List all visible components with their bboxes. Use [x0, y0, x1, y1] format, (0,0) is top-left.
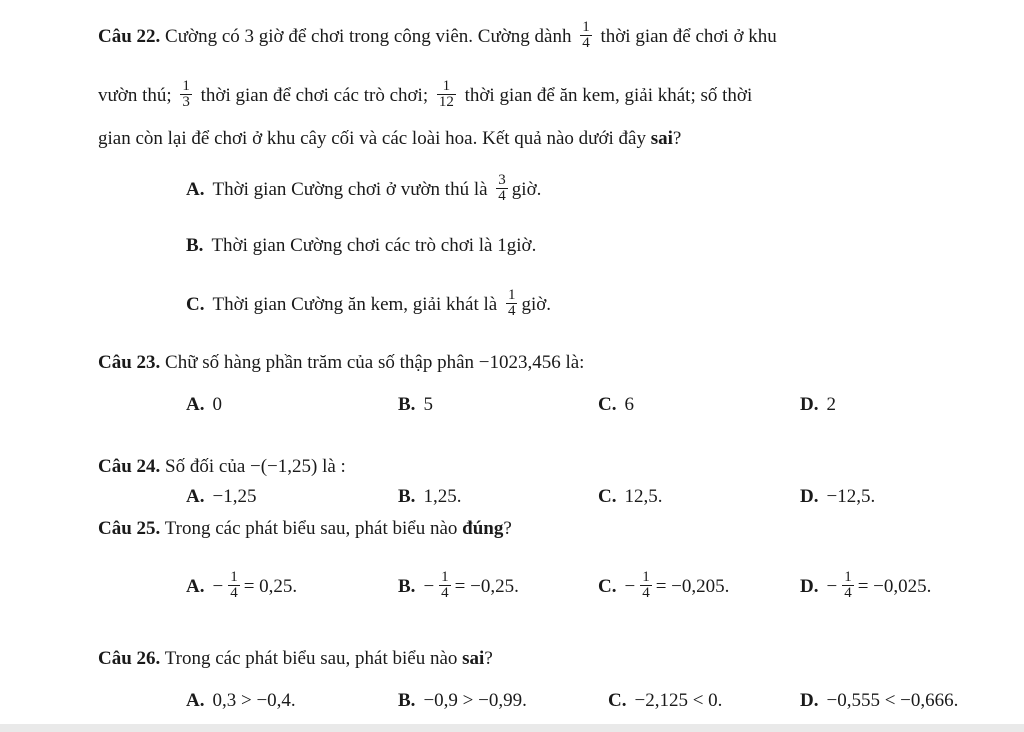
q23-question	[98, 351, 584, 375]
q23-option-d-value: 2	[826, 394, 836, 415]
q22-option-a-fraction: $\frac{3}{4}$	[498, 172, 506, 204]
q24-option-a-label: A.	[186, 486, 205, 507]
q23-option-c-label: C.	[598, 394, 617, 415]
q24-option-b-label: B.	[398, 486, 416, 507]
q22-fraction-twelfth: $\frac{1}{12}$	[438, 78, 454, 110]
q22-option-b-text: Thời gian Cường chơi các trò chơi là	[211, 235, 493, 256]
q24-option-a[interactable]	[186, 485, 256, 509]
q26-option-a-label: A.	[186, 690, 205, 711]
q22-text-2a: vườn thú;	[98, 84, 172, 106]
q25-option-c-fraction: $\frac{1}{4}$	[642, 569, 650, 601]
q23-text: Chữ số hàng phần trăm của số thập phân −1023,456 là:	[165, 352, 585, 373]
q26-option-a-value: 0,3 > −0,4.	[212, 690, 296, 711]
q23-option-a[interactable]	[186, 393, 222, 417]
q22-text-1b: thời gian để chơi ở khu	[600, 25, 777, 47]
q25-text-bold: đúng	[462, 518, 504, 539]
q22-option-a[interactable]	[186, 172, 542, 206]
q24-option-a-value: −1,25	[212, 486, 257, 507]
q25-option-b-fraction: $\frac{1}{4}$	[441, 569, 449, 601]
q22-option-c-unit: giờ.	[521, 293, 552, 315]
q22-text-3-bold: sai	[650, 128, 673, 149]
q25-option-d-fraction: $\frac{1}{4}$	[844, 569, 852, 601]
q25-option-d-rhs: = −0,025.	[857, 575, 932, 597]
q26-option-b-label: B.	[398, 690, 416, 711]
q26-option-a[interactable]	[186, 689, 296, 713]
q26-text-bold: sai	[462, 648, 485, 669]
q23-option-b[interactable]	[398, 393, 433, 417]
q25-option-c-label: C.	[598, 575, 617, 597]
q22-option-c-text: Thời gian Cường ăn kem, giải khát là	[212, 293, 498, 315]
q24-option-c-label: C.	[598, 486, 617, 507]
q26-option-d[interactable]	[800, 689, 958, 713]
q26-option-b-value: −0,9 > −0,99.	[423, 690, 527, 711]
q24-question	[98, 455, 346, 479]
q25-text: Trong các phát biểu sau, phát biểu nào	[164, 518, 458, 539]
q22-option-c-label: C.	[186, 293, 205, 315]
q26-option-b[interactable]	[398, 689, 527, 713]
q24-text: Số đối của −(−1,25) là :	[165, 456, 346, 477]
q26-option-d-value: −0,555 < −0,666.	[826, 690, 959, 711]
q25-option-c[interactable]: C. − $\frac{1}{4}$ = −0,205.	[598, 569, 730, 601]
q22-line-2	[98, 78, 753, 112]
q22-option-a-text: Thời gian Cường chơi ở vườn thú là	[212, 178, 488, 200]
q25-option-d[interactable]: D. − $\frac{1}{4}$ = −0,025.	[800, 569, 932, 601]
q25-option-a-fraction: $\frac{1}{4}$	[230, 569, 238, 601]
q23-option-c[interactable]	[598, 393, 634, 417]
q26-option-d-label: D.	[800, 690, 819, 711]
q25-label: Câu 25.	[98, 518, 161, 539]
q22-text-3a: gian còn lại để chơi ở khu cây cối và các loài hoa. Kết quả nào dưới đây	[98, 128, 646, 149]
q24-option-c-value: 12,5.	[624, 486, 663, 507]
q23-label: Câu 23.	[98, 352, 161, 373]
q22-option-b[interactable]	[186, 234, 536, 258]
q22-text-2b: thời gian để chơi các trò chơi;	[200, 84, 429, 106]
q23-option-a-label: A.	[186, 394, 205, 415]
q22-label: Câu 22.	[98, 25, 161, 47]
q26-question	[98, 647, 493, 671]
q22-fraction-third: $\frac{1}{3}$	[182, 78, 190, 110]
q22-option-b-unit: giờ.	[506, 235, 537, 256]
q25-text-end: ?	[503, 518, 512, 539]
q25-option-b[interactable]: B. − $\frac{1}{4}$ = −0,25.	[398, 569, 519, 601]
q24-option-d[interactable]	[800, 485, 875, 509]
q24-option-d-label: D.	[800, 486, 819, 507]
q22-option-a-label: A.	[186, 178, 205, 200]
q25-option-d-label: D.	[800, 575, 819, 597]
q24-option-d-value: −12,5.	[826, 486, 876, 507]
q24-option-c[interactable]	[598, 485, 662, 509]
q22-option-a-unit: giờ.	[511, 178, 542, 200]
q22-text-3-end: ?	[672, 128, 682, 149]
q25-question	[98, 517, 512, 541]
q24-label: Câu 24.	[98, 456, 161, 477]
q26-label: Câu 26.	[98, 648, 161, 669]
q22-text-2c: thời gian để ăn kem, giải khát; số thời	[464, 84, 753, 106]
q23-option-b-value: 5	[423, 394, 433, 415]
q26-option-c-value: −2,125 < 0.	[634, 690, 723, 711]
q23-option-b-label: B.	[398, 394, 416, 415]
q25-option-c-rhs: = −0,205.	[655, 575, 730, 597]
q24-option-b[interactable]	[398, 485, 461, 509]
q26-option-c[interactable]	[608, 689, 722, 713]
q23-option-a-value: 0	[212, 394, 222, 415]
q25-option-a[interactable]: A. − $\frac{1}{4}$ = 0,25.	[186, 569, 298, 601]
q22-line-1	[98, 19, 777, 53]
q22-line-3	[98, 127, 681, 151]
q23-option-d[interactable]	[800, 393, 836, 417]
q22-option-b-value: 1	[497, 235, 507, 256]
q24-option-b-value: 1,25.	[423, 486, 462, 507]
q26-text: Trong các phát biểu sau, phát biểu nào	[164, 648, 458, 669]
q23-option-c-value: 6	[624, 394, 634, 415]
q22-text-1a: Cường có 3 giờ để chơi trong công viên. Cường dành	[165, 25, 572, 47]
q23-option-d-label: D.	[800, 394, 819, 415]
q25-option-a-label: A.	[186, 575, 205, 597]
q26-text-end: ?	[484, 648, 493, 669]
q22-fraction-quarter: $\frac{1}{4}$	[582, 19, 590, 51]
q25-option-b-label: B.	[398, 575, 416, 597]
q26-option-c-label: C.	[608, 690, 627, 711]
q22-option-c-fraction: $\frac{1}{4}$	[507, 287, 516, 319]
q25-option-b-rhs: = −0,25.	[454, 575, 519, 597]
bottom-edge-shadow	[0, 724, 1024, 732]
q25-option-a-rhs: = 0,25.	[243, 575, 298, 597]
q22-option-c[interactable]	[186, 287, 552, 321]
q22-option-b-label: B.	[186, 235, 204, 256]
